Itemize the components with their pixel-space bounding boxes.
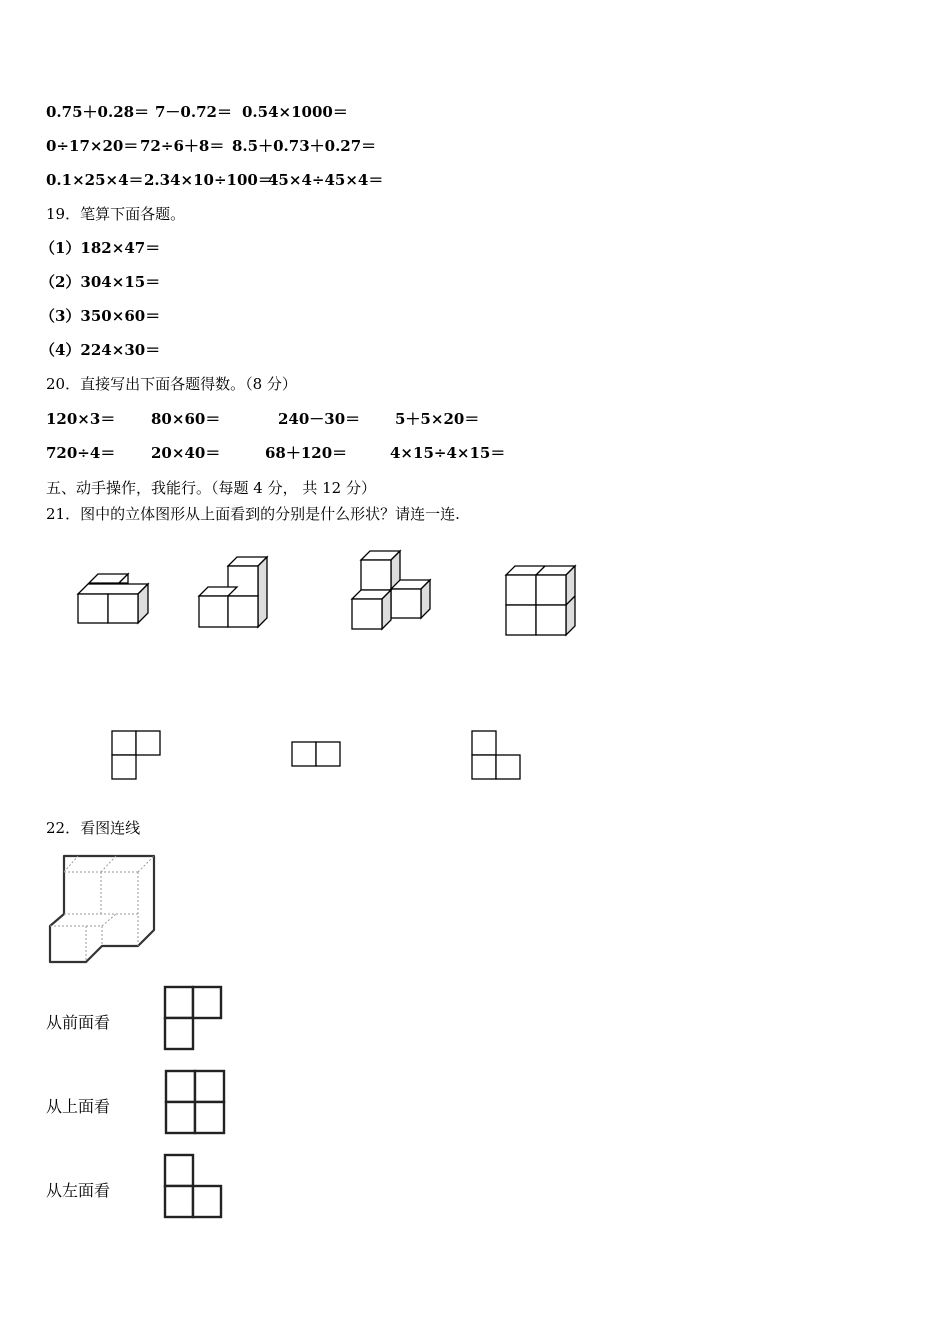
solid-figure-2 <box>197 555 277 635</box>
view-shape-left <box>163 1153 225 1219</box>
top-view-shape-1 <box>111 730 163 782</box>
q20-expr: 4×15÷4×15＝ <box>390 444 506 462</box>
oral-expr: 2.34×10÷100＝ <box>144 171 273 189</box>
q20-expr: 5＋5×20＝ <box>395 410 480 428</box>
q20-expr: 240－30＝ <box>278 410 361 428</box>
q19-item: （1）182×47＝ <box>40 239 161 257</box>
q20-expr: 80×60＝ <box>151 410 221 428</box>
oral-expr: 0.1×25×4＝ <box>46 171 144 189</box>
oral-expr: 0.54×1000＝ <box>242 103 348 121</box>
view-label-left: 从左面看 <box>46 1181 111 1200</box>
solid-figure-4 <box>504 563 584 643</box>
solid-figure-3 <box>349 548 439 633</box>
q22-solid-figure <box>46 852 158 968</box>
oral-expr: 7－0.72＝ <box>155 103 232 121</box>
section5-title: 五、动手操作，我能行。（每题 4 分， 共 12 分） <box>46 479 376 497</box>
q20-expr: 20×40＝ <box>151 444 221 462</box>
q20-expr: 120×3＝ <box>46 410 116 428</box>
q19-item: （4）224×30＝ <box>40 341 161 359</box>
view-shape-front <box>163 985 225 1051</box>
oral-expr: 72÷6＋8＝ <box>140 137 225 155</box>
oral-expr: 45×4÷45×4＝ <box>268 171 384 189</box>
solid-figure-1 <box>76 572 156 632</box>
oral-expr: 0.75＋0.28＝ <box>46 103 150 121</box>
oral-expr: 8.5＋0.73＋0.27＝ <box>232 137 377 155</box>
q20-expr: 720÷4＝ <box>46 444 116 462</box>
oral-expr: 0÷17×20＝ <box>46 137 139 155</box>
q19-title: 19．笔算下面各题。 <box>46 205 186 223</box>
q22-title: 22．看图连线 <box>46 819 141 837</box>
q20-expr: 68＋120＝ <box>265 444 348 462</box>
top-view-shape-3 <box>471 730 523 782</box>
view-label-front: 从前面看 <box>46 1013 111 1032</box>
view-label-top: 从上面看 <box>46 1097 111 1116</box>
q19-item: （3）350×60＝ <box>40 307 161 325</box>
view-shape-top <box>164 1069 228 1135</box>
q20-title: 20．直接写出下面各题得数。（8 分） <box>46 375 297 393</box>
q19-item: （2）304×15＝ <box>40 273 161 291</box>
q21-title: 21．图中的立体图形从上面看到的分别是什么形状？请连一连. <box>46 505 460 523</box>
top-view-shape-2 <box>291 741 343 769</box>
